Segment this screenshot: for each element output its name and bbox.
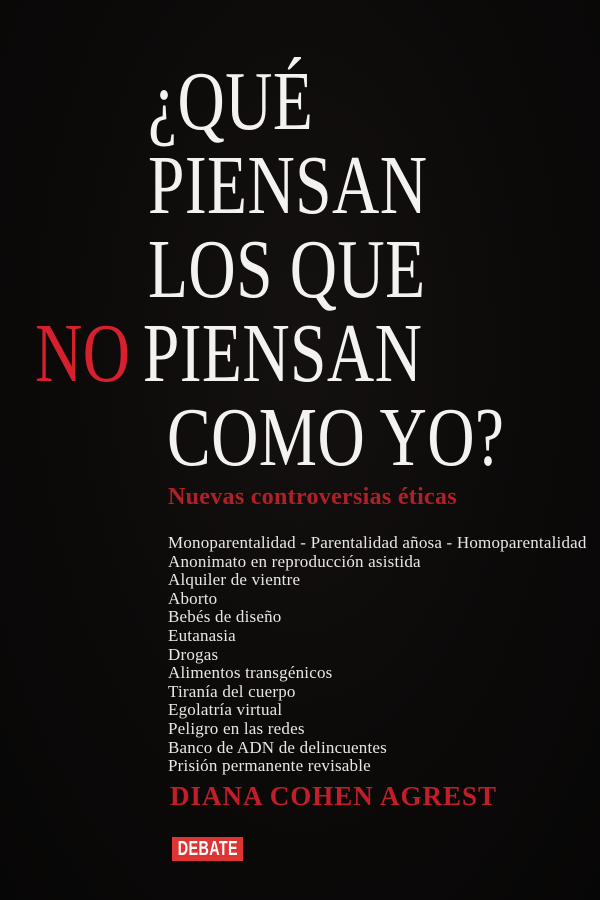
topic-item: Prisión permanente revisable	[168, 756, 371, 776]
title-line-4-rest: PIENSAN	[142, 307, 423, 400]
book-title	[35, 55, 600, 484]
topic-item: Anonimato en reproducción asistida	[168, 551, 421, 571]
topic-item: Bebés de diseño	[168, 607, 282, 627]
topic-item: Alquiler de vientre	[168, 570, 301, 590]
topic-item: Drogas	[168, 644, 219, 664]
author-name: DIANA COHEN AGREST	[170, 781, 498, 811]
topic-item: Egolatría virtual	[168, 700, 283, 720]
topic-item: Tiranía del cuerpo	[168, 681, 296, 701]
title-line-2: PIENSAN	[148, 139, 428, 232]
topic-item: Alimentos transgénicos	[168, 663, 333, 683]
topic-item: Monoparentalidad - Parentalidad añosa - Homoparentalidad	[168, 533, 587, 552]
topic-item: Peligro en las redes	[168, 718, 305, 738]
title-line-5: COMO YO?	[167, 391, 505, 484]
topic-item: Eutanasia	[168, 625, 236, 645]
topic-item: Banco de ADN de delincuentes	[168, 737, 387, 757]
title-line-3: LOS QUE	[148, 223, 426, 316]
title-line-1: ¿QUÉ	[148, 55, 314, 148]
topics-list	[168, 534, 587, 776]
publisher-logo-label: DEBATE	[177, 837, 238, 860]
publisher-logo	[172, 837, 243, 861]
topic-item: Aborto	[168, 588, 218, 608]
title-line-4	[35, 307, 475, 400]
book-subtitle: Nuevas controversias éticas	[168, 484, 457, 510]
title-word-no: NO	[35, 307, 131, 400]
